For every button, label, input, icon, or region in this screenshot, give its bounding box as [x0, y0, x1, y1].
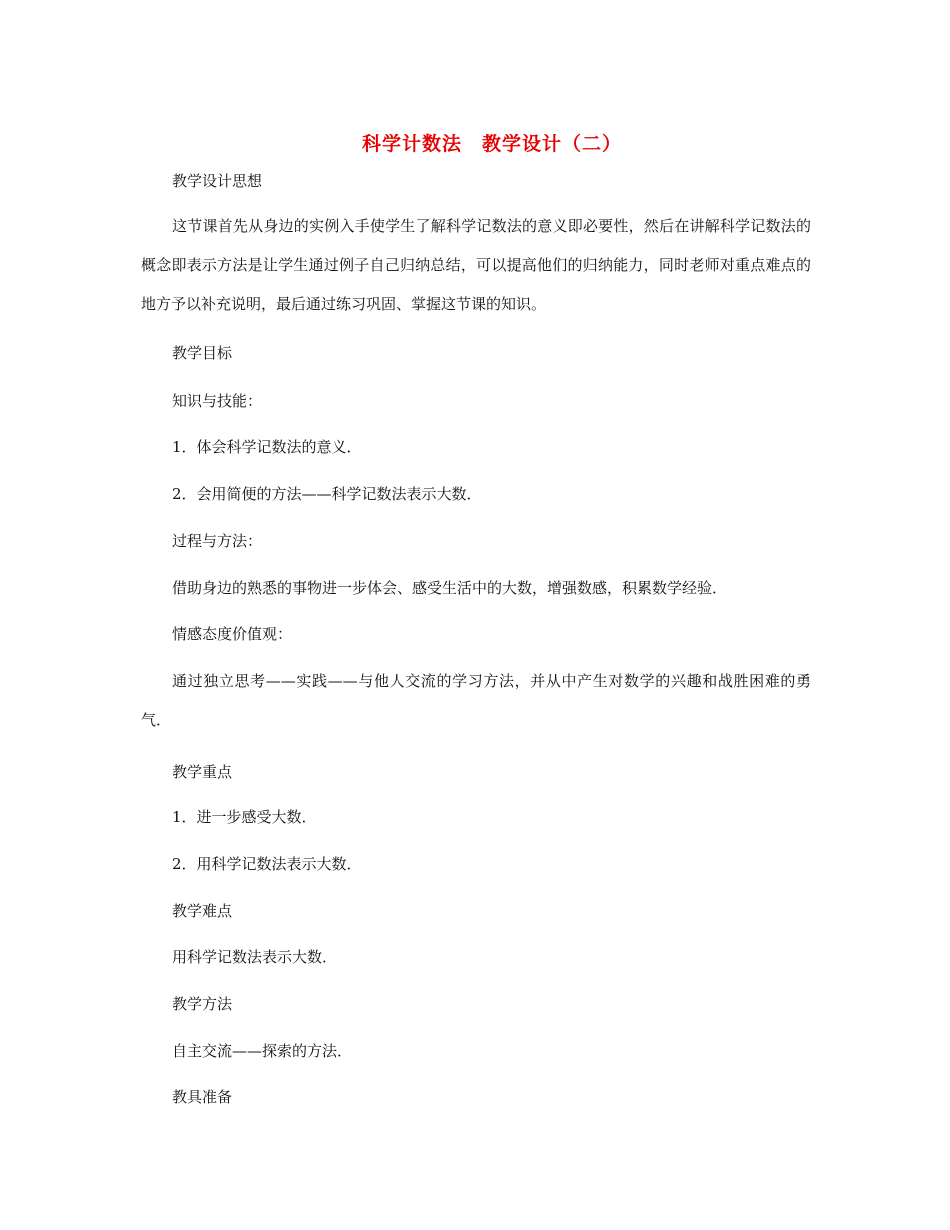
difficulty-text: 用科学记数法表示大数．	[172, 948, 338, 966]
document-title: 科学计数法 教学设计（二）	[361, 133, 622, 155]
goals-heading: 教学目标	[172, 344, 233, 362]
design-thought-heading: 教学设计思想	[172, 172, 263, 190]
process-method-heading: 过程与方法：	[172, 532, 263, 550]
tools-heading: 教具准备	[172, 1088, 233, 1106]
emotion-values-paragraph: 通过独立思考——实践——与他人交流的学习方法，并从中产生对数学的兴趣和战胜困难的勇气．	[141, 672, 811, 729]
focus-item-1: 1．进一步感受大数．	[172, 808, 317, 826]
design-thought-paragraph: 这节课首先从身边的实例入手使学生了解科学记数法的意义即必要性，然后在讲解科学记数法的概念即表示方法是让学生通过例子自己归纳总结，可以提高他们的归纳能力，同时老师对重点难点的地方予以补充说明，最后通过练习巩固、掌握这节课的知识。	[141, 217, 811, 313]
method-text: 自主交流——探索的方法．	[172, 1042, 353, 1060]
knowledge-item-1: 1．体会科学记数法的意义．	[172, 438, 362, 456]
knowledge-skills-heading: 知识与技能：	[172, 392, 263, 410]
emotion-values-heading: 情感态度价值观：	[172, 625, 293, 643]
difficulty-heading: 教学难点	[172, 902, 233, 920]
method-heading: 教学方法	[172, 995, 233, 1013]
process-method-text: 借助身边的熟悉的事物进一步体会、感受生活中的大数，增强数感，积累数学经验．	[172, 579, 728, 597]
focus-item-2: 2．用科学记数法表示大数．	[172, 855, 362, 873]
knowledge-item-2: 2．会用简便的方法——科学记数法表示大数．	[172, 485, 482, 503]
focus-heading: 教学重点	[172, 763, 233, 781]
